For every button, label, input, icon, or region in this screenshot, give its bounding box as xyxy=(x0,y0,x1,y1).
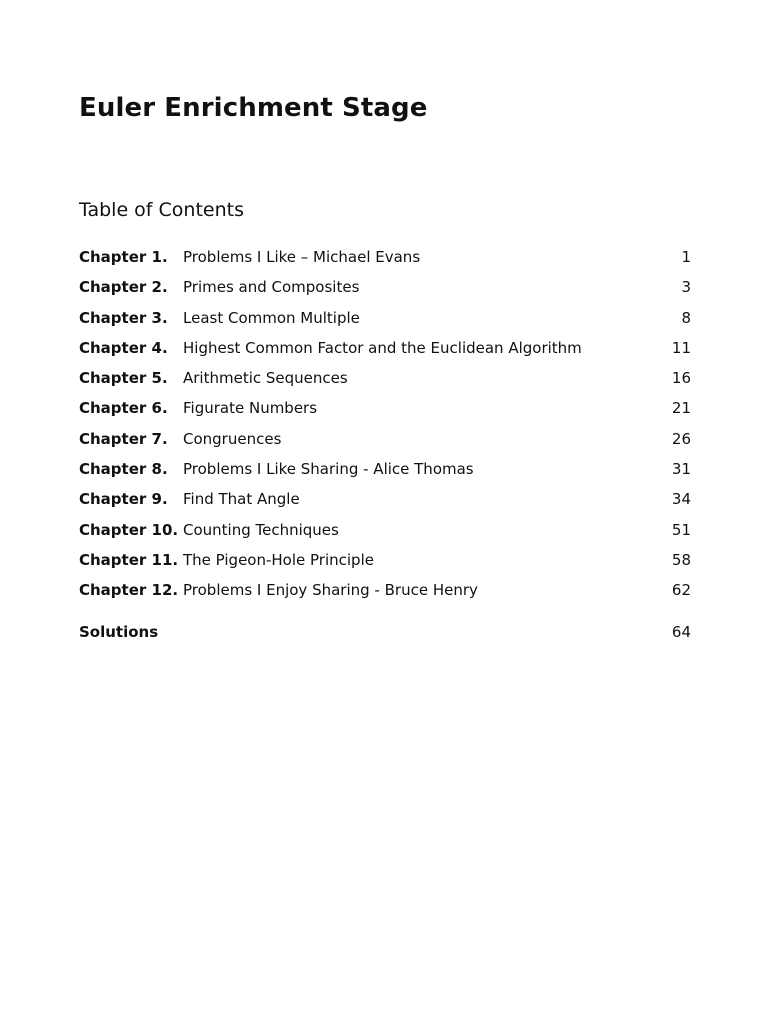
chapter-page-number: 51 xyxy=(671,520,691,539)
chapter-title: Problems I Enjoy Sharing - Bruce Henry xyxy=(183,581,478,600)
chapter-number: Chapter 12. xyxy=(79,581,179,600)
toc-entry-chapter-6[interactable] xyxy=(79,396,691,426)
solutions-label: Solutions xyxy=(79,623,159,641)
toc-entry-chapter-1[interactable] xyxy=(79,245,691,275)
chapter-page-number: 62 xyxy=(671,581,691,600)
chapter-page-number: 16 xyxy=(671,369,691,388)
chapter-number: Chapter 1. xyxy=(79,248,168,266)
book-title: Euler Enrichment Stage xyxy=(79,93,428,123)
chapter-page-number: 31 xyxy=(671,460,691,479)
chapter-page-number: 8 xyxy=(681,308,691,327)
toc-entry-chapter-12[interactable] xyxy=(79,578,691,608)
chapter-title: Congruences xyxy=(183,429,282,448)
chapter-number: Chapter 5. xyxy=(79,369,168,388)
toc-list xyxy=(79,245,691,609)
toc-entry-chapter-3[interactable] xyxy=(79,306,691,336)
chapter-title: Find That Angle xyxy=(183,490,300,509)
chapter-page-number: 34 xyxy=(671,490,691,509)
toc-entry-chapter-9[interactable] xyxy=(79,487,691,517)
chapter-number: Chapter 4. xyxy=(79,338,168,357)
chapter-page-number: 58 xyxy=(671,550,691,569)
chapter-number: Chapter 6. xyxy=(79,399,168,418)
toc-entry-chapter-11[interactable] xyxy=(79,548,691,578)
toc-entry-chapter-10[interactable] xyxy=(79,518,691,548)
chapter-page-number: 11 xyxy=(671,338,691,357)
chapter-title: Problems I Like Sharing - Alice Thomas xyxy=(183,460,474,479)
chapter-title: Arithmetic Sequences xyxy=(183,369,348,388)
toc-entry-chapter-7[interactable] xyxy=(79,427,691,457)
toc-entry-chapter-5[interactable] xyxy=(79,366,691,396)
toc-entry-chapter-8[interactable] xyxy=(79,457,691,487)
toc-entry-solutions[interactable] xyxy=(79,620,691,644)
chapter-number: Chapter 3. xyxy=(79,308,168,327)
chapter-title: Least Common Multiple xyxy=(183,308,360,327)
chapter-number: Chapter 10. xyxy=(79,520,179,539)
chapter-title: Highest Common Factor and the Euclidean Algorithm xyxy=(183,338,582,357)
chapter-number: Chapter 11. xyxy=(79,550,179,569)
toc-entry-chapter-4[interactable] xyxy=(79,336,691,366)
chapter-page-number: 26 xyxy=(671,429,691,448)
chapter-number: Chapter 7. xyxy=(79,429,168,448)
chapter-title: Primes and Composites xyxy=(183,278,360,297)
chapter-number: Chapter 2. xyxy=(79,278,168,297)
toc-entry-chapter-2[interactable] xyxy=(79,275,691,305)
chapter-title: Figurate Numbers xyxy=(183,399,318,418)
chapter-title: Problems I Like – Michael Evans xyxy=(183,248,421,266)
chapter-page-number: 1 xyxy=(681,248,691,266)
chapter-title: Counting Techniques xyxy=(183,520,339,539)
chapter-number: Chapter 9. xyxy=(79,490,168,509)
chapter-title: The Pigeon-Hole Principle xyxy=(183,550,374,569)
toc-heading: Table of Contents xyxy=(79,199,244,221)
chapter-page-number: 3 xyxy=(681,278,691,297)
solutions-page-number: 64 xyxy=(671,623,691,641)
chapter-number: Chapter 8. xyxy=(79,460,168,479)
chapter-page-number: 21 xyxy=(671,399,691,418)
